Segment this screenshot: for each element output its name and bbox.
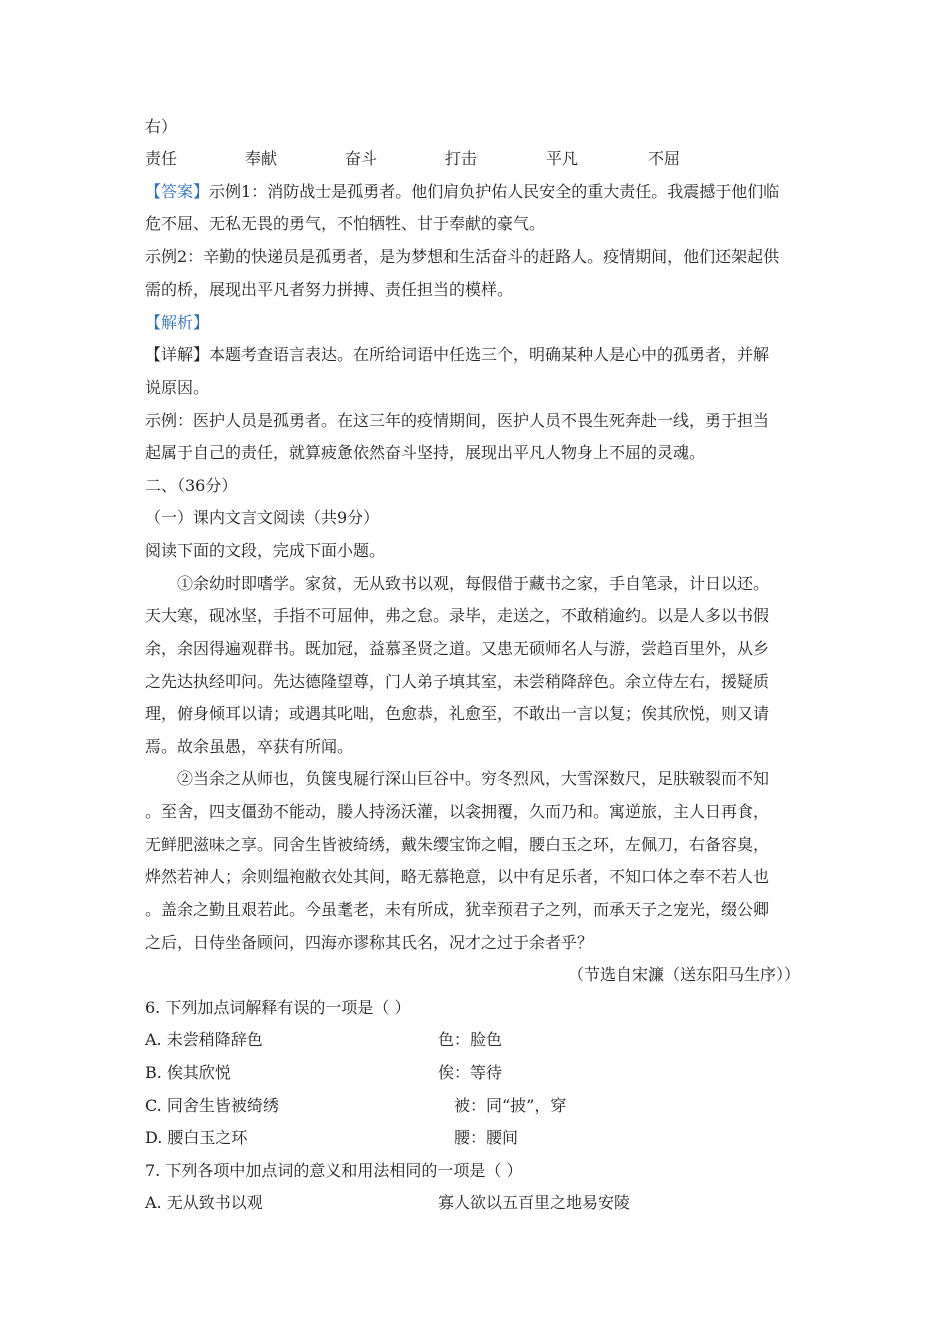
question-option-gloss: 俟：等待 [438,1063,503,1082]
word-bank-item: 奋斗 [345,149,378,168]
passage-line: 。盖余之勤且艰若此。今虽耄老，未有所成，犹幸预君子之列，而承天子之宠光，缀公卿 [145,900,770,919]
word-bank-item: 不屈 [648,149,681,168]
analysis-line: 说原因。 [145,378,210,397]
answer-line: 危不屈、无私无畏的勇气，不怕牺牲、甘于奉献的豪气。 [145,214,546,233]
question-option: C. 同舍生皆被绮绣 [145,1096,279,1115]
passage-line: 之后，日侍坐备顾问，四海亦谬称其氏名，况才之过于余者乎？ [145,933,594,952]
passage-source: （节选自宋濂（送东阳马生序）） [567,965,800,984]
analysis-line: 【详解】本题考查语言表达。在所给词语中任选三个，明确某种人是心中的孤勇者，并解 [145,345,770,364]
analysis-line: 示例：医护人员是孤勇者。在这三年的疫情期间，医护人员不畏生死奔赴一线，勇于担当 [145,411,770,430]
word-bank-item: 平凡 [546,149,579,168]
passage-line: 无鲜肥滋味之享。同舍生皆被绮绣，戴朱缨宝饰之帽，腰白玉之环，左佩刀，右备容臭， [145,835,770,854]
question-option-gloss: 腰：腰间 [454,1128,519,1147]
passage-line: ①余幼时即嗜学。家贫，无从致书以观，每假借于藏书之家，手自笔录，计日以还。 [177,574,770,593]
subsection-heading: （一）课内文言文阅读（共9分） [145,508,380,527]
passage-line: 之先达执经叩问。先达德隆望尊，门人弟子填其室，未尝稍降辞色。余立侍左右，援疑质 [145,672,770,691]
passage-line: ②当余之从师也，负箧曳屣行深山巨谷中。穷冬烈风，大雪深数尺，足肤皲裂而不知 [177,769,770,788]
question-option-compare: 寡人欲以五百里之地易安陵 [438,1193,631,1212]
answer-tag: 【答案】 [145,182,210,201]
section-heading: 二、（36分） [145,476,238,495]
answer-line: 示例2：辛勤的快递员是孤勇者，是为梦想和生活奋斗的赶路人。疫情期间，他们还架起供 [145,247,780,266]
analysis-tag: 【解析】 [145,313,210,332]
question-option: B. 俟其欣悦 [145,1063,231,1082]
question-stem: 6. 下列加点词解释有误的一项是（ ） [145,998,411,1017]
word-bank-item: 打击 [445,149,478,168]
word-bank [145,148,845,170]
word-bank-item: 奉献 [245,149,278,168]
answer-line: 【答案】示例1：消防战士是孤勇者。他们肩负护佑人民安全的重大责任。我震撼于他们临 [145,182,780,201]
instruction: 阅读下面的文段，完成下面小题。 [145,541,386,560]
line-continuation: 右） [145,117,178,136]
passage-line: 理，俯身倾耳以请；或遇其叱咄，色愈恭，礼愈至，不敢出一言以复；俟其欣悦，则又请 [145,704,770,723]
question-stem: 7. 下列各项中加点词的意义和用法相同的一项是（ ） [145,1161,523,1180]
question-option-gloss: 被：同“披”，穿 [454,1096,567,1115]
passage-line: 焉。故余虽愚，卒获有所闻。 [145,737,354,756]
question-option-gloss: 色：脸色 [438,1030,503,1049]
question-option: A. 未尝稍降辞色 [145,1030,263,1049]
passage-line: 余，余因得遍观群书。既加冠，益慕圣贤之道。又患无硕师名人与游，尝趋百里外，从乡 [145,639,770,658]
question-option: A. 无从致书以观 [145,1193,263,1212]
question-option: D. 腰白玉之环 [145,1128,248,1147]
word-bank-item: 责任 [145,149,178,168]
passage-line: 天大寒，砚冰坚，手指不可屈伸，弗之怠。录毕，走送之，不敢稍逾约。以是人多以书假 [145,606,770,625]
analysis-line: 起属于自己的责任，就算疲惫依然奋斗坚持，展现出平凡人物身上不屈的灵魂。 [145,443,706,462]
passage-line: 烨然若神人；余则缊袍敝衣处其间，略无慕艳意，以中有足乐者，不知口体之奉不若人也 [145,867,770,886]
passage-line: 。至舍，四支僵劲不能动，媵人持汤沃灌，以衾拥覆，久而乃和。寓逆旅，主人日再食， [145,802,770,821]
answer-line: 需的桥，展现出平凡者努力拼搏、责任担当的模样。 [145,280,514,299]
